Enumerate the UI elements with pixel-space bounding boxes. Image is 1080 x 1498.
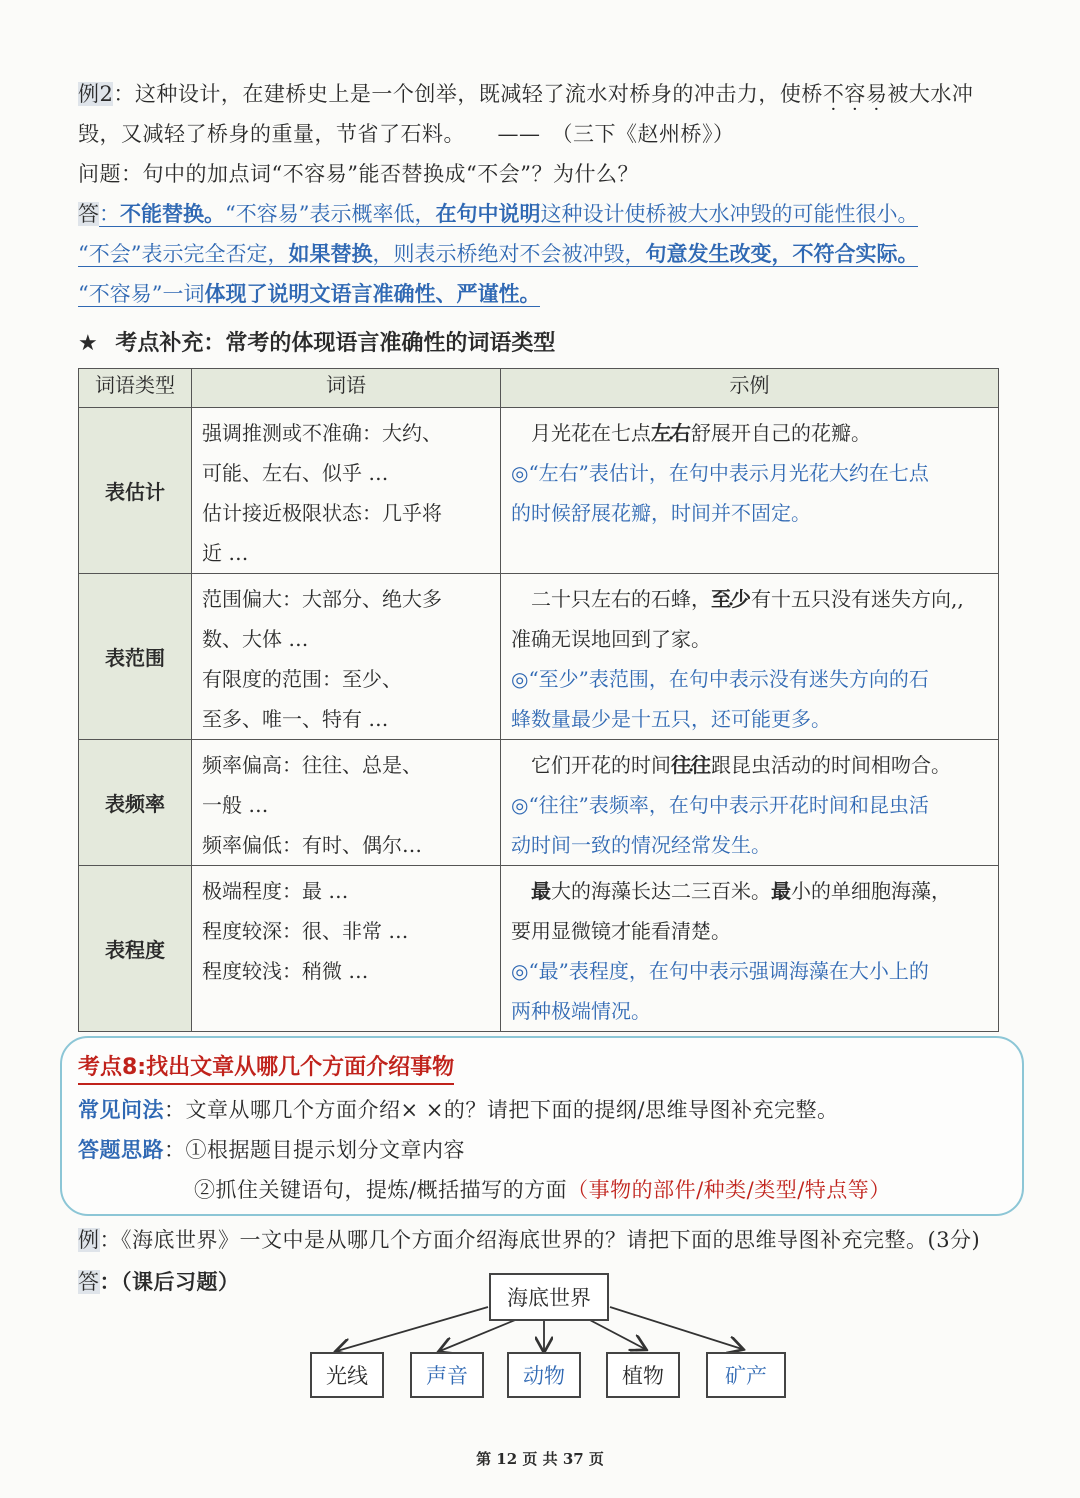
header-type: 词语类型 <box>79 369 192 408</box>
words-line: 估计接近极限状态：几乎将 <box>202 501 442 525</box>
example-text: 两种极端情况。 <box>511 999 651 1023</box>
page-footer: 第 12 页 共 37 页 <box>476 1450 604 1468</box>
example-text: ◎“至少”表范围，在句中表示没有迷失方向的石 <box>511 667 929 691</box>
header-words: 词语 <box>192 369 501 408</box>
example2-label: 例2 <box>78 82 114 106</box>
example-text: 最 <box>531 879 551 903</box>
word-type-cell: 表估计 <box>79 408 192 574</box>
mindmap-child-animals: 动物 <box>507 1352 581 1398</box>
example-text: ◎“往往”表频率，在句中表示开花时间和昆虫活 <box>511 793 929 817</box>
answer-segment: ： <box>99 202 120 226</box>
answer-segment: 体现了说明文语言准确性、严谨性。 <box>204 282 541 306</box>
words-line: 一般 … <box>202 793 269 817</box>
header-example: 示例 <box>501 369 999 408</box>
words-line: 频率偏低：有时、偶尔… <box>202 833 422 857</box>
star-icon: ★ <box>78 331 98 356</box>
arrow-to-plants <box>586 1318 645 1349</box>
words-line: 数、大体 … <box>202 627 309 651</box>
approach-label: 答题思路 <box>78 1138 164 1162</box>
word-type-cell: 表程度 <box>79 866 192 1032</box>
example-text: 小的单细胞海藻， <box>791 879 951 903</box>
answer-segment: 不能替换。 <box>120 202 225 226</box>
answer-segment: 如果替换 <box>288 242 373 266</box>
mindmap-child-plants: 植物 <box>606 1352 680 1398</box>
answer-label: 答 <box>78 202 99 226</box>
answer-segment: 句意发生改变，不符合实际。 <box>645 242 919 266</box>
example-text: ◎“左右”表估计，在句中表示月光花大约在七点 <box>511 461 929 485</box>
answer-segment: 这种设计使桥被大水冲毁的可能性很小。 <box>540 202 919 226</box>
arrow-to-light <box>337 1307 488 1351</box>
words-line: 至多、唯一、特有 … <box>202 707 389 731</box>
example-text: 准确无误地回到了家。 <box>511 627 711 651</box>
answer-segment: “不容易”一词 <box>78 282 205 306</box>
example-text: 舒展开自己的花瓣。 <box>691 421 871 445</box>
example-line: 例：《海底世界》一文中是从哪几个方面介绍海底世界的？请把下面的思维导图补充完整。(3分) <box>78 1228 981 1252</box>
example-text: 的时候舒展花瓣，时间并不固定。 <box>511 501 811 525</box>
mindmap-root: 海底世界 <box>489 1273 609 1321</box>
example-text: 往往 <box>671 753 711 777</box>
kaodian8-approach: 答题思路：①根据题目提示划分文章内容 <box>78 1138 465 1162</box>
arrow-to-sound <box>440 1318 520 1351</box>
example-text: 月光花在七点 <box>511 421 651 445</box>
words-line: 范围偏大：大部分、绝大多 <box>202 587 442 611</box>
words-line: 频率偏高：往往、总是、 <box>202 753 422 777</box>
kaodian8-approach-2: ②抓住关键语句，提炼/概括描写的方面（事物的部件/种类/类型/特点等） <box>194 1178 891 1202</box>
words-line: 极端程度：最 … <box>202 879 349 903</box>
example-label: 例 <box>78 1228 100 1252</box>
words-line: 可能、左右、似乎 … <box>202 461 389 485</box>
example-answer-label: 答 <box>78 1270 100 1294</box>
example2-line2: 毁，又减轻了桥身的重量，节省了石料。 —— （三下《赵州桥》） <box>78 122 735 146</box>
example-text: ◎“最”表程度，在句中表示强调海藻在大小上的 <box>511 959 929 983</box>
supplement-title: 考点补充：常考的体现语言准确性的词语类型 <box>115 331 556 356</box>
example-answer: 答：（课后习题） <box>78 1270 240 1294</box>
word-type-cell: 表频率 <box>79 740 192 866</box>
arrow-to-minerals <box>610 1307 742 1349</box>
example-text: 要用显微镜才能看清楚。 <box>511 919 731 943</box>
words-line: 强调推测或不准确：大约、 <box>202 421 442 445</box>
example2-question: 问题：句中的加点词“不容易”能否替换成“不会”？为什么？ <box>78 162 639 186</box>
answer-segment: “不容易”表示概率低， <box>225 202 436 226</box>
kaodian8-title: 考点8:找出文章从哪几个方面介绍事物 <box>78 1050 454 1085</box>
words-line: 近 … <box>202 541 249 565</box>
question-method-label: 常见问法 <box>78 1098 164 1122</box>
words-line: 有限度的范围：至少、 <box>202 667 402 691</box>
example-text: 大的海藻长达二三百米。 <box>551 879 771 903</box>
word-type-cell: 表范围 <box>79 574 192 740</box>
mindmap-child-sound: 声音 <box>410 1352 484 1398</box>
example-text: 有十五只没有迷失方向,, <box>751 587 964 611</box>
answer-segment: ，则表示桥绝对不会被冲毁， <box>372 242 646 266</box>
example-text: 它们开花的时间 <box>511 753 671 777</box>
answer-segment: 在句中说明 <box>435 202 541 226</box>
example-text: 跟昆虫活动的时间相吻合。 <box>711 753 951 777</box>
kaodian8-question: 常见问法：文章从哪几个方面介绍× ×的？请把下面的提纲/思维导图补充完整。 <box>78 1098 839 1122</box>
example2-line1: 例2：这种设计，在建桥史上是一个创举，既减轻了流水对桥身的冲击力，使桥不容易被大水冲 <box>78 82 974 106</box>
example-text: 动时间一致的情况经常发生。 <box>511 833 771 857</box>
example-text: 左右 <box>651 421 691 445</box>
mindmap-child-minerals: 矿产 <box>706 1352 786 1398</box>
words-line: 程度较浅：稍微 … <box>202 959 369 983</box>
words-line: 程度较深：很、非常 … <box>202 919 409 943</box>
example-text: 最 <box>771 879 791 903</box>
example-text: 至少 <box>711 587 751 611</box>
example-text: 二十只左右的石蜂， <box>511 587 711 611</box>
example-text: 蜂数量最少是十五只，还可能更多。 <box>511 707 831 731</box>
mindmap-child-light: 光线 <box>310 1352 384 1398</box>
answer-segment: “不会”表示完全否定， <box>78 242 289 266</box>
